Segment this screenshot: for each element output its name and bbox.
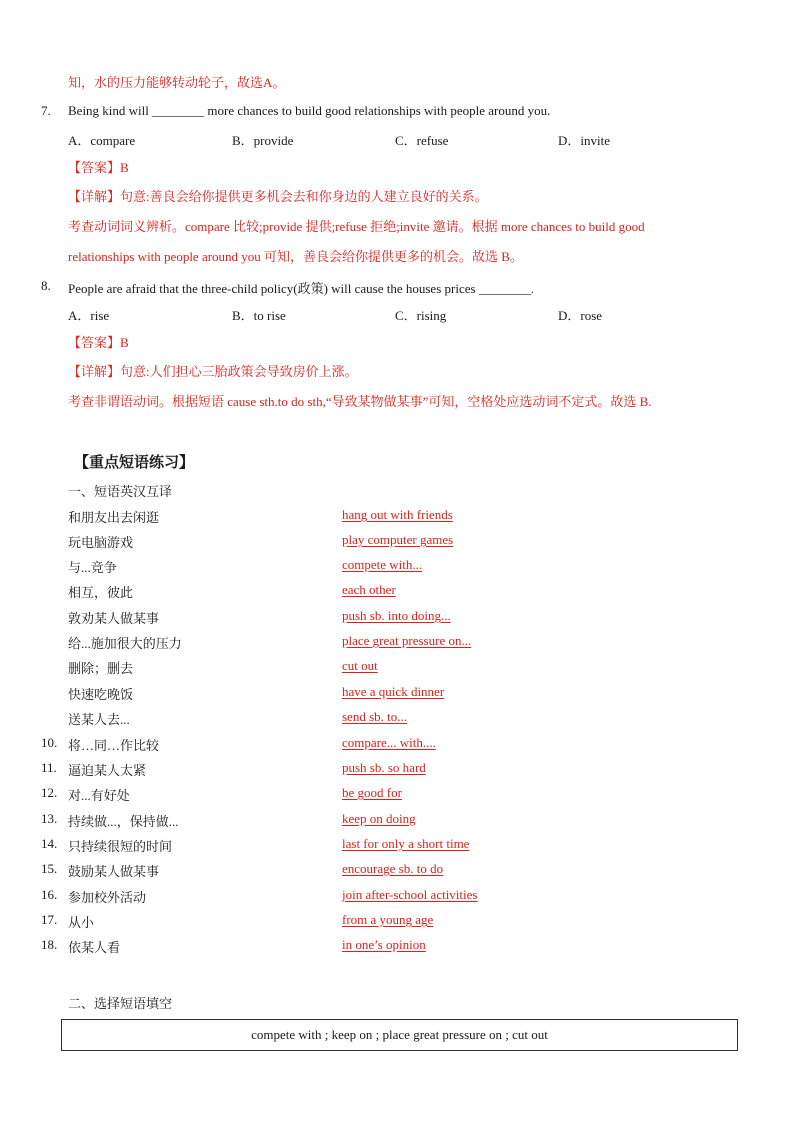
phrase-english: send sb. to... bbox=[342, 709, 407, 724]
phrase-chinese: 与...竞争 bbox=[68, 560, 117, 575]
detail-text: 【详解】句意:人们担心三胎政策会导致房价上涨。 bbox=[68, 364, 358, 379]
phrase-english: push sb. so hard bbox=[342, 760, 426, 775]
phrase-number: 14. bbox=[41, 836, 58, 851]
phrase-english: be good for bbox=[342, 785, 402, 800]
phrase-english: join after-school activities bbox=[342, 887, 478, 902]
phrase-english: have a quick dinner bbox=[342, 684, 445, 699]
phrase-chinese: 对...有好处 bbox=[68, 788, 130, 803]
question-number: 8. bbox=[41, 278, 51, 293]
phrase-english: compare... with.... bbox=[342, 735, 436, 750]
phrase-chinese: 删除；删去 bbox=[68, 661, 134, 676]
question-number: 7. bbox=[41, 103, 51, 118]
option-a: A．rise bbox=[68, 308, 110, 323]
option-a: A．compare bbox=[68, 133, 136, 148]
option-b: B．provide bbox=[232, 133, 294, 148]
option-c: C．rising bbox=[395, 308, 447, 323]
answer-label: 【答案】B bbox=[68, 335, 129, 350]
phrase-chinese: 将…同…作比较 bbox=[68, 738, 160, 753]
answer-label: 【答案】B bbox=[68, 160, 129, 175]
phrase-chinese: 鼓励某人做某事 bbox=[68, 864, 160, 879]
phrase-chinese: 快速吃晚饭 bbox=[68, 687, 134, 702]
phrase-english: compete with... bbox=[342, 557, 423, 572]
explanation-line: 考查动词词义辨析。compare 比较;provide 提供;refuse 拒绝;invite 邀请。根据 more chances to build good bbox=[68, 219, 645, 234]
phrase-number: 13. bbox=[41, 811, 58, 826]
phrase-number: 16. bbox=[41, 887, 58, 902]
phrase-english: from a young age bbox=[342, 912, 434, 927]
phrase-number: 17. bbox=[41, 912, 58, 927]
question-stem: Being kind will ________ more chances to build good relationships with people around you. bbox=[68, 103, 551, 118]
section-heading: 【重点短语练习】 bbox=[74, 455, 195, 471]
phrase-chinese: 持续做...，保持做... bbox=[68, 814, 179, 829]
explanation-continuation: 知，水的压力能够转动轮子，故选A。 bbox=[68, 75, 286, 90]
explanation-line: 考查非谓语动词。根据短语 cause sth.to do sth,“导致某物做某事”可知，空格处应选动词不定式。故选 B. bbox=[68, 394, 652, 409]
phrase-chinese: 敦劝某人做某事 bbox=[68, 611, 160, 626]
question-stem: People are afraid that the three-child policy(政策) will cause the houses prices ________. bbox=[68, 281, 535, 296]
phrase-chinese: 相互，彼此 bbox=[68, 585, 134, 600]
word-bank-text: compete with ; keep on ; place great pressure on ; cut out bbox=[251, 1027, 548, 1042]
phrase-chinese: 逼迫某人太紧 bbox=[68, 763, 147, 778]
phrase-number: 12. bbox=[41, 785, 58, 800]
phrase-english: hang out with friends bbox=[342, 507, 453, 522]
phrase-english: last for only a short time bbox=[342, 836, 470, 851]
phrase-chinese: 参加校外活动 bbox=[68, 890, 147, 905]
detail-text: 【详解】句意:善良会给你提供更多机会去和你身边的人建立良好的关系。 bbox=[68, 189, 488, 204]
phrase-chinese: 送某人去... bbox=[68, 712, 130, 727]
phrase-chinese: 只持续很短的时间 bbox=[68, 839, 173, 854]
phrase-chinese: 给...施加很大的压力 bbox=[68, 636, 182, 651]
option-d: D．invite bbox=[558, 133, 610, 148]
phrase-english: each other bbox=[342, 582, 396, 597]
phrase-chinese: 从小 bbox=[68, 915, 95, 930]
phrase-english: push sb. into doing... bbox=[342, 608, 451, 623]
phrase-chinese: 玩电脑游戏 bbox=[68, 535, 134, 550]
phrase-number: 15. bbox=[41, 861, 58, 876]
part-title: 一、短语英汉互译 bbox=[68, 484, 173, 499]
phrase-number: 18. bbox=[41, 937, 58, 952]
phrase-english: encourage sb. to do bbox=[342, 861, 444, 876]
option-c: C．refuse bbox=[395, 133, 449, 148]
phrase-chinese: 和朋友出去闲逛 bbox=[68, 510, 160, 525]
explanation-line: relationships with people around you 可知，善良会给你提供更多的机会。故选 B。 bbox=[68, 249, 523, 264]
phrase-chinese: 依某人看 bbox=[68, 940, 121, 955]
part-title: 二、选择短语填空 bbox=[68, 996, 173, 1011]
phrase-english: play computer games bbox=[342, 532, 454, 547]
word-bank-box bbox=[61, 1019, 738, 1051]
phrase-english: in one’s opinion bbox=[342, 937, 426, 952]
phrase-number: 11. bbox=[41, 760, 57, 775]
phrase-number: 10. bbox=[41, 735, 58, 750]
phrase-english: place great pressure on... bbox=[342, 633, 472, 648]
option-b: B．to rise bbox=[232, 308, 286, 323]
phrase-english: keep on doing bbox=[342, 811, 416, 826]
phrase-english: cut out bbox=[342, 658, 378, 673]
option-d: D．rose bbox=[558, 308, 603, 323]
